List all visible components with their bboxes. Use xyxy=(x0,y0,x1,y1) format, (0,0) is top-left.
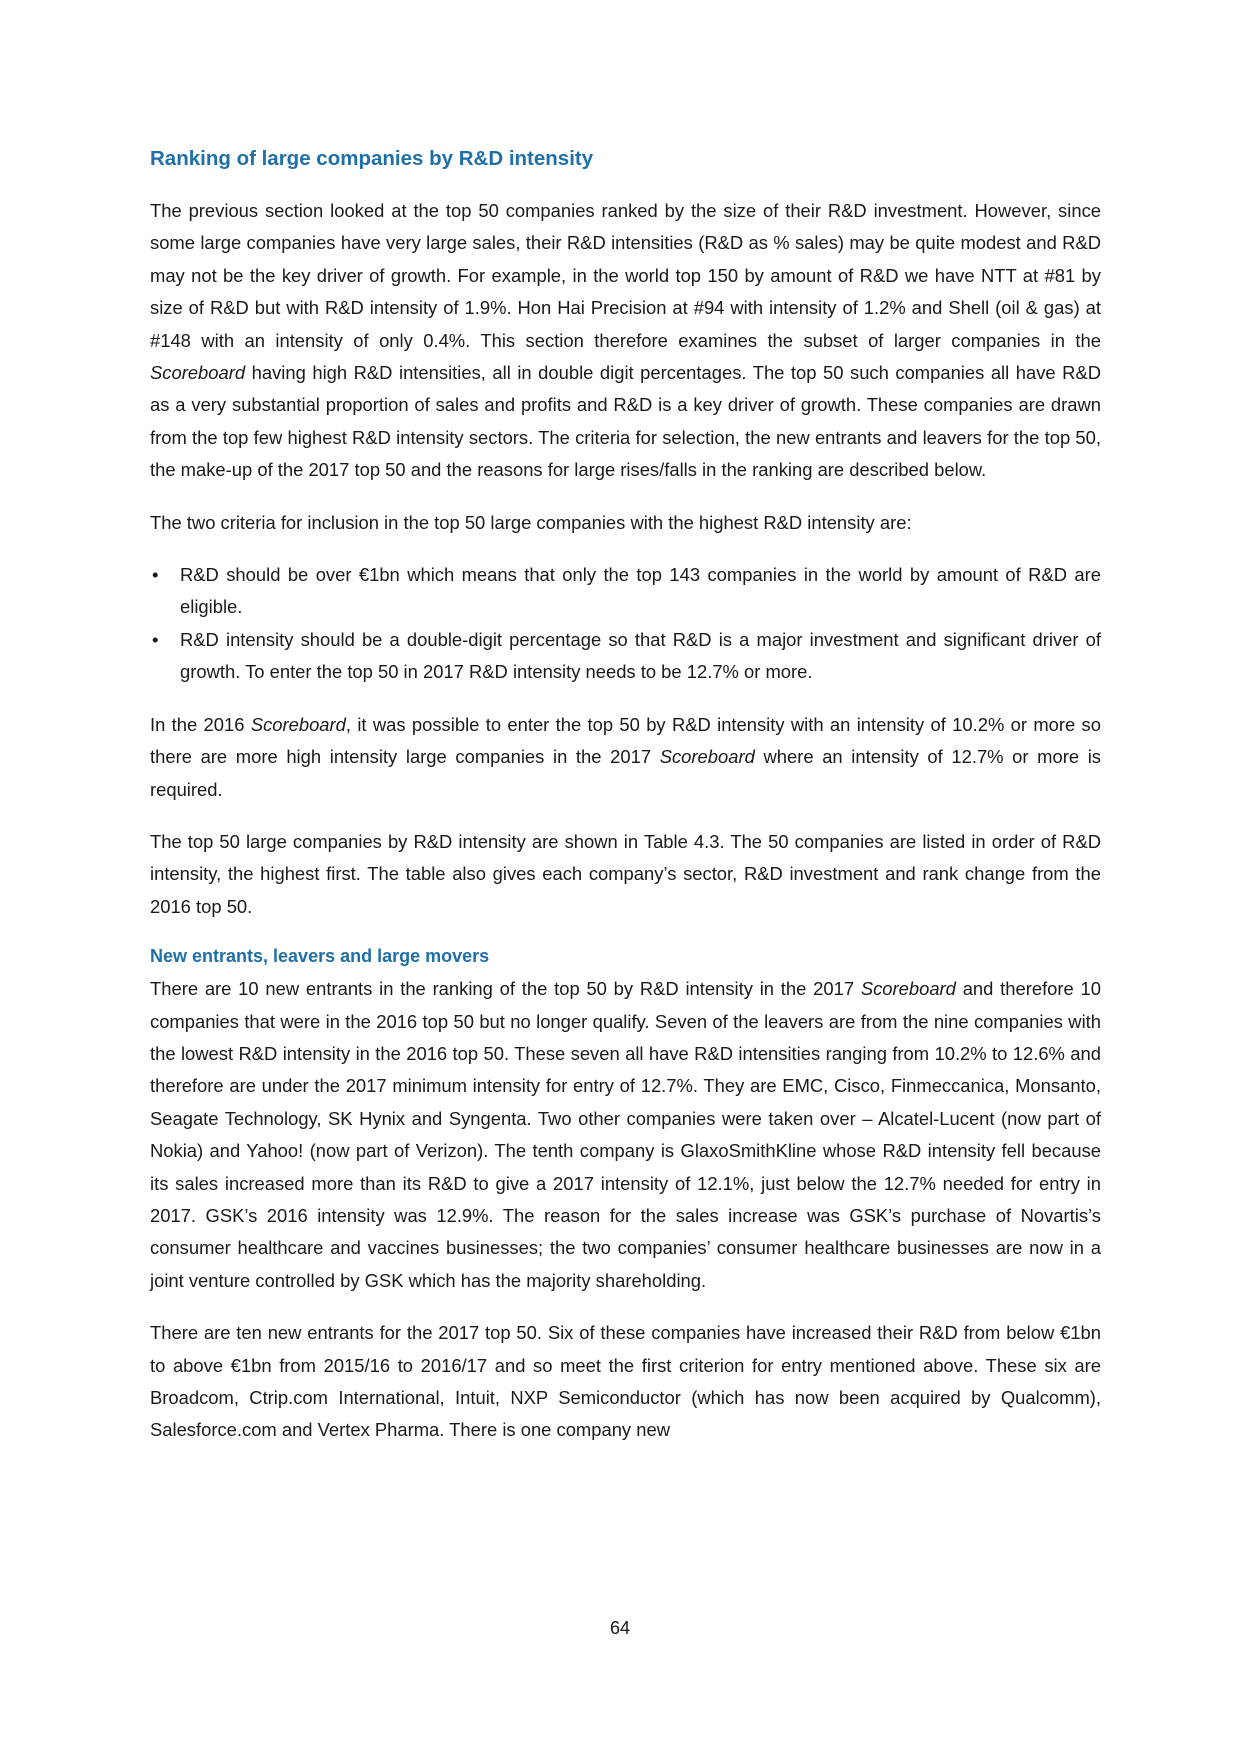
paragraph-leavers xyxy=(150,973,1101,1297)
paragraph-table-reference: The top 50 large companies by R&D intensity are shown in Table 4.3. The 50 companies are listed in order of R&D intensity, the highest first. The table also gives each company’s sector, R&D investment and rank change from the 2016 top 50. xyxy=(150,830,1101,917)
bullet-icon: • xyxy=(152,628,159,650)
criteria-item-1 xyxy=(150,559,1101,624)
paragraph-text: , it was possible to enter the top 50 by R&D intensity with an intensity of 10.2% or more so there are more high intensity large companies in the 2017 xyxy=(150,713,1101,768)
paragraph-2016-comparison xyxy=(150,709,1101,806)
scoreboard-italic: Scoreboard xyxy=(860,978,956,1000)
paragraph-text: and therefore 10 companies that were in the 2016 top 50 but no longer qualify. Seven of the leavers are from the nine companies with the lowest R&D intensity in the 2016 top 50. These seven all have R&D intensities ranging from 10.2% to 12.6% and therefore are under the 2017 minimum intensity for entry of 12.7%. They are EMC, Cisco, Finmeccanica, Monsanto, Seagate Technology, SK Hynix and Syngenta. Two other companies were taken over – Alcatel-Lucent (now part of Nokia) and Yahoo! (now part of Verizon). The tenth company is GlaxoSmithKline whose R&D intensity fell because its sales increased more than its R&D to give a 2017 intensity of 12.1%, just below the 12.7% needed for entry in 2017. GSK’s 2016 intensity was 12.9%. The reason for the sales increase was GSK’s purchase of Novartis’s consumer healthcare and vaccines businesses; the two companies’ consumer healthcare businesses are now in a joint venture controlled by GSK which has the majority shareholding. xyxy=(150,978,1101,1291)
paragraph-criteria-intro: The two criteria for inclusion in the top 50 large companies with the highest R&D intensity are: xyxy=(150,511,912,533)
page-number: 64 xyxy=(609,1618,631,1638)
criteria-list xyxy=(150,559,1101,689)
paragraph-intro xyxy=(150,195,1101,487)
bullet-icon: • xyxy=(152,564,159,586)
scoreboard-italic: Scoreboard xyxy=(150,362,246,384)
sub-heading: New entrants, leavers and large movers xyxy=(150,946,490,967)
paragraph-intro-text-b: having high R&D intensities, all in double digit percentages. The top 50 such companies all have R&D as a very substantial proportion of sales and profits and R&D is a key driver of growth. These companies are drawn from the top few highest R&D intensity sectors. The criteria for selection, the new entrants and leavers for the top 50, the make-up of the 2017 top 50 and the reasons for large rises/falls in the ranking are described below. xyxy=(150,362,1101,481)
paragraph-intro-text-a: The previous section looked at the top 50 companies ranked by the size of their R&D investment. However, since some large companies have very large sales, their R&D intensities (R&D as % sales) may be quite modest and R&D may not be the key driver of growth. For example, in the world top 150 by amount of R&D we have NTT at #81 by size of R&D but with R&D intensity of 1.9%. Hon Hai Precision at #94 with intensity of 1.2% and Shell (oil & gas) at #148 with an intensity of only 0.4%. This section therefore examines the subset of larger companies in the xyxy=(150,200,1101,351)
paragraph-text: where an intensity of 12.7% or more is required. xyxy=(150,746,1102,800)
paragraph-new-entrants: There are ten new entrants for the 2017 top 50. Six of these companies have increased their R&D from below €1bn to above €1bn from 2015/16 to 2016/17 and so meet the first criterion for entry mentioned above. These six are Broadcom, Ctrip.com International, Intuit, NXP Semiconductor (which has now been acquired by Qualcomm), Salesforce.com and Vertex Pharma. There is one company new xyxy=(150,1322,1101,1441)
section-heading: Ranking of large companies by R&D intensity xyxy=(150,147,594,170)
criteria-item-2 xyxy=(150,624,1101,689)
page-content xyxy=(150,145,1101,1467)
criteria-item-text: R&D intensity should be a double-digit percentage so that R&D is a major investment and significant driver of growth. To enter the top 50 in 2017 R&D intensity needs to be 12.7% or more. xyxy=(180,628,1101,683)
paragraph-text: In the 2016 xyxy=(150,713,251,735)
scoreboard-italic: Scoreboard xyxy=(659,746,755,768)
scoreboard-italic: Scoreboard xyxy=(250,713,346,735)
criteria-item-text: R&D should be over €1bn which means that only the top 143 companies in the world by amount of R&D are eligible. xyxy=(180,564,1101,618)
paragraph-text: There are 10 new entrants in the ranking of the top 50 by R&D intensity in the 2017 xyxy=(150,978,861,1000)
